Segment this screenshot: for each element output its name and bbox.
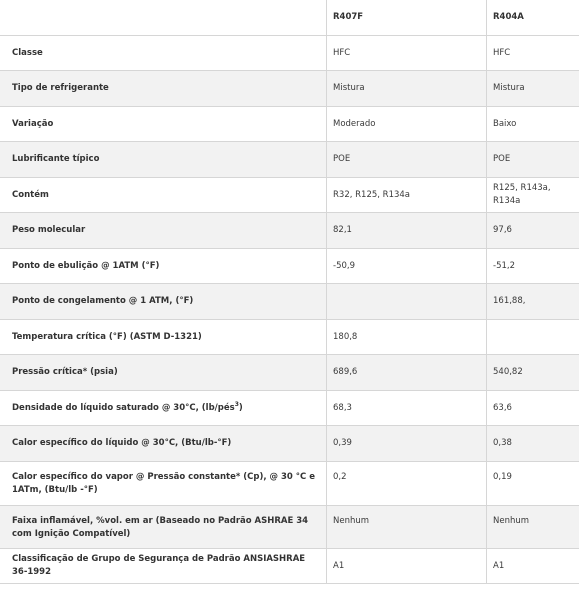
r404a-value-cell [487,391,579,425]
table-row [0,142,579,178]
r407f-value-cell-text: Nenhum [333,516,370,526]
r404a-value-cell-text: POE [493,154,511,164]
r407f-value-cell [327,213,487,248]
row-label-superscript: 3 [234,400,239,408]
r407f-value-cell-text: 0,39 [333,438,352,448]
r404a-value-cell-text: Mistura [493,83,525,93]
row-label-cell [0,284,327,319]
r407f-value-cell [327,391,487,425]
row-label-cell [0,320,327,354]
table-row [0,549,579,584]
row-label-cell-text: Calor específico do líquido @ 30°C, (Btu/lb-°F) [12,438,232,448]
r407f-value-cell [327,107,487,141]
r404a-value-cell-text: 0,19 [493,472,512,482]
r407f-value-cell-text: Mistura [333,83,365,93]
r407f-value-cell-text: 82,1 [333,225,352,235]
r407f-value-cell-text: Moderado [333,118,376,129]
table-row [0,249,579,284]
row-label-cell-text: Peso molecular [12,225,86,235]
r404a-value-cell [487,426,579,461]
row-label-cell [0,249,327,283]
r407f-value-cell [327,178,487,212]
row-label-cell-text: Contém [12,189,49,200]
row-label-cell [0,391,327,425]
r404a-value-cell-text: Baixo [493,118,517,129]
r407f-value-cell-text: 689,6 [333,367,358,377]
table-row [0,107,579,142]
header-label: R407F [333,12,364,22]
row-label-cell [0,178,327,212]
r407f-value-cell-text: 180,8 [333,331,358,342]
row-label-cell-text: Pressão crítica* (psia) [12,367,118,377]
r404a-value-cell [487,142,579,177]
r404a-value-cell [487,178,579,212]
row-label-end: ) [238,402,243,413]
row-label-cell [0,549,327,583]
table-row [0,36,579,71]
r404a-value-cell [487,320,579,354]
r404a-value-cell [487,355,579,390]
r407f-value-cell [327,284,487,319]
table-row [0,320,579,355]
r404a-value-cell-text: 63,6 [493,402,512,413]
r404a-value-cell-text: 97,6 [493,225,512,235]
r407f-value-cell [327,549,487,583]
row-label-cell-text: Faixa inflamável, %vol. em ar (Baseado no Padrão ASHRAE 34 com Ignição Compatível) [12,516,309,539]
r407f-value-cell-text: POE [333,154,351,164]
r407f-value-cell [327,320,487,354]
r407f-value-cell [327,355,487,390]
header-cell-r407f [327,0,487,36]
r404a-value-cell-text: HFC [493,47,511,58]
row-label-cell-text: Lubrificante típico [12,154,100,164]
r407f-value-cell-text: 68,3 [333,402,352,413]
header-cell-r404a [487,0,579,36]
row-label-cell [0,355,327,390]
table-row [0,506,579,549]
header-cell-empty [0,0,327,36]
header-label: R404A [493,12,524,22]
r407f-value-cell [327,36,487,70]
r404a-value-cell [487,36,579,70]
row-label-cell [0,506,327,548]
table-row [0,426,579,462]
row-label-cell-text: Classe [12,47,43,58]
r407f-value-cell [327,249,487,283]
row-label-cell [0,462,327,505]
row-label-cell-text: Calor específico do vapor @ Pressão constante* (Cp), @ 30 °C e 1ATm, (Btu/lb -°F) [12,472,315,495]
r407f-value-cell-text: A1 [333,560,345,571]
r407f-value-cell-text: 0,2 [333,472,347,482]
row-label-cell-text: Temperatura crítica (°F) (ASTM D-1321) [12,331,202,342]
r404a-value-cell [487,249,579,283]
r407f-value-cell-text: HFC [333,47,351,58]
r404a-value-cell [487,107,579,141]
r404a-value-cell [487,506,579,548]
table-row [0,462,579,506]
r407f-value-cell [327,462,487,505]
table-row [0,213,579,249]
table-row [0,355,579,391]
r404a-value-cell [487,213,579,248]
r404a-value-cell-text: Nenhum [493,516,530,526]
r407f-value-cell [327,426,487,461]
r404a-value-cell-text: A1 [493,560,505,571]
r404a-value-cell-text: 161,88, [493,296,526,306]
row-label-cell [0,142,327,177]
r407f-value-cell [327,71,487,106]
row-label-cell-text: Ponto de ebulição @ 1ATM (°F) [12,260,160,271]
r407f-value-cell-text: -50,9 [333,260,355,271]
r404a-value-cell [487,284,579,319]
table-row [0,391,579,426]
r407f-value-cell [327,506,487,548]
table-header-row [0,0,579,36]
row-label-cell-text: Ponto de congelamento @ 1 ATM, (°F) [12,296,194,306]
r404a-value-cell-text: R125, R143a, R134a [493,183,551,206]
table-row [0,178,579,213]
table-row [0,71,579,107]
r407f-value-cell [327,142,487,177]
r407f-value-cell-text: R32, R125, R134a [333,189,410,200]
table-body [0,36,579,584]
r404a-value-cell-text: 540,82 [493,367,523,377]
table-row [0,284,579,320]
r404a-value-cell [487,462,579,505]
row-label-cell [0,71,327,106]
row-label-cell [0,213,327,248]
r404a-value-cell [487,549,579,583]
row-label-cell [0,426,327,461]
row-label-cell-text: Tipo de refrigerante [12,83,109,93]
row-label-main: Densidade do líquido saturado @ 30°C, (lb/pés [12,402,235,413]
row-label-cell-text: Classificação de Grupo de Segurança de Padrão ANSIASHRAE 36-1992 [12,554,306,577]
r404a-value-cell-text: 0,38 [493,438,512,448]
row-label-cell [0,107,327,141]
row-label-cell-text: Variação [12,118,54,129]
r404a-value-cell-text: -51,2 [493,260,515,271]
r404a-value-cell [487,71,579,106]
row-label-cell-text [12,402,243,415]
row-label-cell [0,36,327,70]
